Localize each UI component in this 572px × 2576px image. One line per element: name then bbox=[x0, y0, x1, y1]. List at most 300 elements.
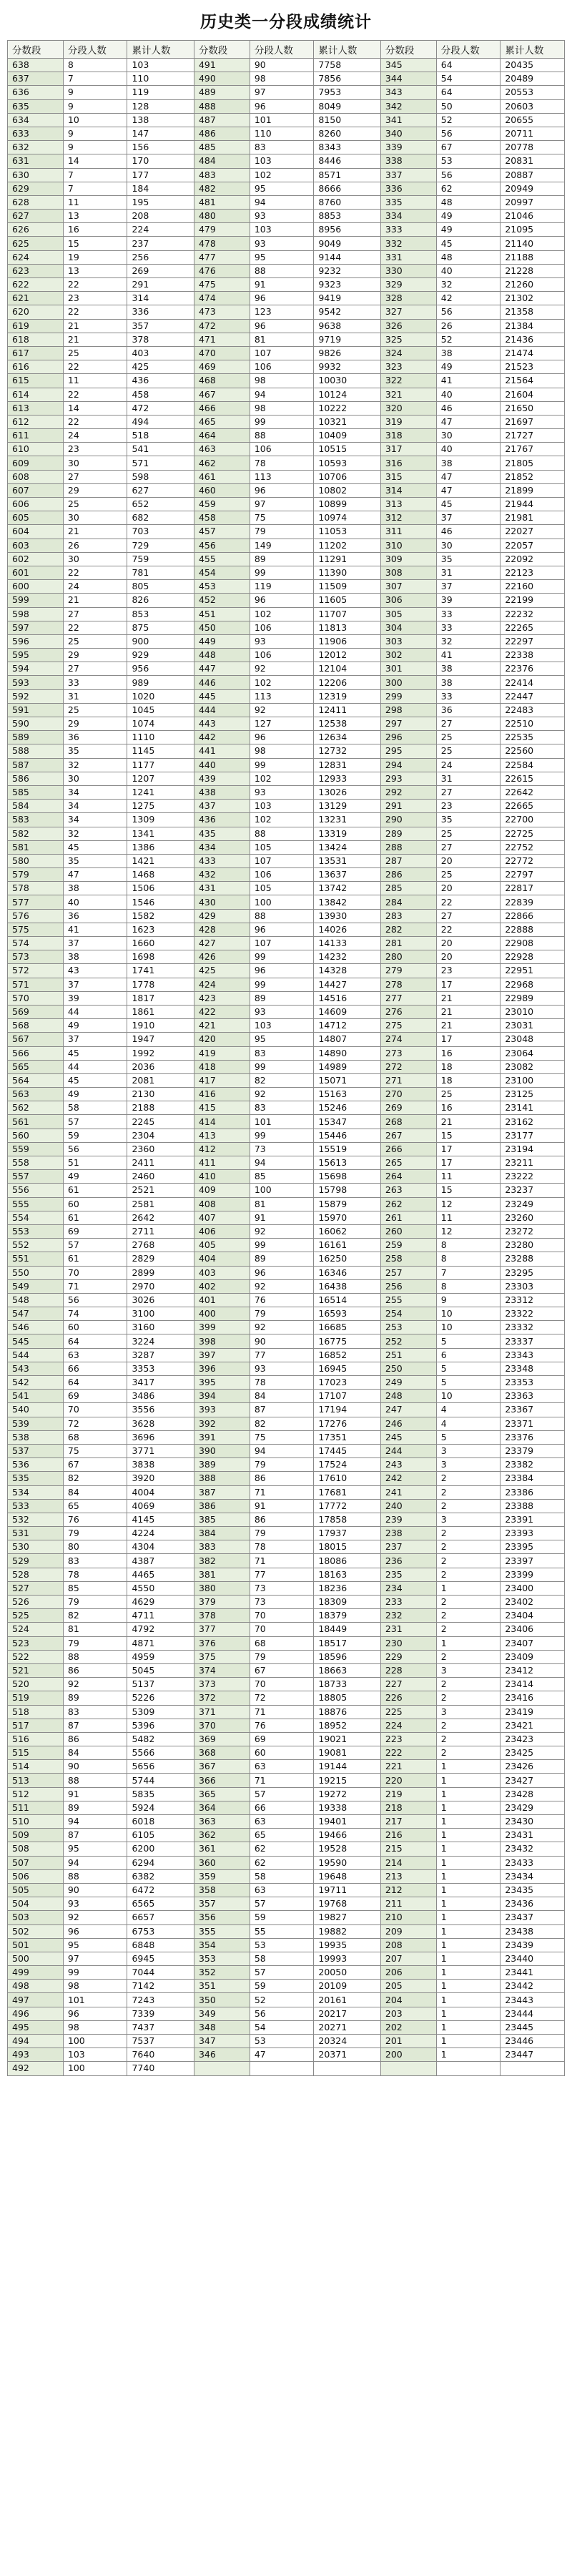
table-cell: 3838 bbox=[127, 1458, 194, 1472]
table-cell: 10 bbox=[436, 1321, 500, 1334]
table-cell: 99 bbox=[250, 758, 314, 772]
table-cell: 4550 bbox=[127, 1581, 194, 1595]
table-cell: 491 bbox=[194, 59, 250, 72]
table-cell: 170 bbox=[127, 154, 194, 168]
table-cell: 443 bbox=[194, 717, 250, 731]
table-cell: 15613 bbox=[314, 1156, 380, 1170]
table-row bbox=[8, 2035, 565, 2048]
table-cell: 23211 bbox=[500, 1156, 565, 1170]
table-cell: 23440 bbox=[500, 1952, 565, 1965]
table-cell: 425 bbox=[127, 360, 194, 374]
table-cell: 23371 bbox=[500, 1417, 565, 1430]
table-cell: 415 bbox=[194, 1101, 250, 1115]
table-cell: 289 bbox=[380, 827, 436, 840]
table-row bbox=[8, 415, 565, 428]
table-cell: 7 bbox=[63, 168, 127, 182]
table-cell: 460 bbox=[194, 483, 250, 497]
table-cell: 101 bbox=[250, 113, 314, 127]
table-cell: 94 bbox=[250, 1156, 314, 1170]
table-cell: 541 bbox=[127, 443, 194, 456]
table-cell: 238 bbox=[380, 1527, 436, 1540]
table-cell: 36 bbox=[63, 731, 127, 744]
table-cell: 358 bbox=[194, 1883, 250, 1897]
table-cell: 56 bbox=[436, 127, 500, 140]
table-cell: 500 bbox=[8, 1952, 64, 1965]
table-cell: 523 bbox=[8, 1636, 64, 1650]
table-cell: 281 bbox=[380, 937, 436, 950]
table-cell: 637 bbox=[8, 72, 64, 86]
table-cell: 226 bbox=[380, 1691, 436, 1705]
table-cell: 18379 bbox=[314, 1609, 380, 1623]
table-cell: 535 bbox=[8, 1472, 64, 1485]
table-cell: 14026 bbox=[314, 923, 380, 936]
table-cell: 23 bbox=[436, 964, 500, 978]
table-cell: 11509 bbox=[314, 580, 380, 594]
table-cell: 2 bbox=[436, 1678, 500, 1691]
table-cell: 2081 bbox=[127, 1073, 194, 1087]
table-cell: 465 bbox=[194, 415, 250, 428]
table-cell: 14989 bbox=[314, 1060, 380, 1073]
table-cell: 23303 bbox=[500, 1279, 565, 1293]
table-cell: 7640 bbox=[127, 2048, 194, 2062]
table-cell: 5045 bbox=[127, 1663, 194, 1677]
table-cell: 23435 bbox=[500, 1883, 565, 1897]
table-cell: 22265 bbox=[500, 621, 565, 634]
table-cell: 47 bbox=[436, 470, 500, 483]
table-cell: 3026 bbox=[127, 1293, 194, 1307]
table-cell: 63 bbox=[250, 1760, 314, 1774]
table-cell: 357 bbox=[194, 1897, 250, 1911]
table-cell: 21604 bbox=[500, 388, 565, 401]
table-cell: 2304 bbox=[127, 1129, 194, 1142]
table-cell: 15246 bbox=[314, 1101, 380, 1115]
table-cell: 18876 bbox=[314, 1705, 380, 1719]
table-cell: 3417 bbox=[127, 1376, 194, 1390]
table-cell: 43 bbox=[63, 964, 127, 978]
table-cell: 23295 bbox=[500, 1266, 565, 1279]
table-cell: 418 bbox=[194, 1060, 250, 1073]
table-cell: 22797 bbox=[500, 868, 565, 882]
table-row bbox=[8, 1005, 565, 1018]
table-cell: 13531 bbox=[314, 854, 380, 867]
table-cell: 458 bbox=[194, 511, 250, 525]
table-row bbox=[8, 1815, 565, 1829]
table-cell: 258 bbox=[380, 1252, 436, 1266]
table-cell: 18805 bbox=[314, 1691, 380, 1705]
table-cell: 99 bbox=[250, 1129, 314, 1142]
table-cell: 79 bbox=[250, 525, 314, 539]
table-cell: 22510 bbox=[500, 717, 565, 731]
table-cell: 128 bbox=[127, 99, 194, 113]
table-cell: 4792 bbox=[127, 1623, 194, 1636]
table-cell: 33 bbox=[63, 676, 127, 689]
table-cell: 956 bbox=[127, 662, 194, 676]
table-cell: 22 bbox=[63, 360, 127, 374]
table-cell: 23249 bbox=[500, 1197, 565, 1211]
table-row bbox=[8, 1527, 565, 1540]
table-cell: 23388 bbox=[500, 1499, 565, 1513]
table-cell: 22027 bbox=[500, 525, 565, 539]
table-cell: 285 bbox=[380, 882, 436, 895]
table-cell: 98 bbox=[63, 1980, 127, 1993]
table-row bbox=[8, 909, 565, 923]
table-cell: 99 bbox=[63, 1966, 127, 1980]
table-cell: 459 bbox=[194, 498, 250, 511]
table-cell: 23446 bbox=[500, 2035, 565, 2048]
table-cell: 95 bbox=[250, 250, 314, 264]
table-cell: 79 bbox=[250, 1527, 314, 1540]
table-cell: 19401 bbox=[314, 1815, 380, 1829]
table-cell: 1 bbox=[436, 1829, 500, 1842]
table-cell: 18015 bbox=[314, 1540, 380, 1554]
table-cell: 1 bbox=[436, 1938, 500, 1952]
table-cell: 425 bbox=[194, 964, 250, 978]
table-cell: 44 bbox=[63, 1005, 127, 1018]
table-cell: 23426 bbox=[500, 1760, 565, 1774]
table-cell: 508 bbox=[8, 1842, 64, 1856]
table-cell: 1275 bbox=[127, 800, 194, 813]
table-cell: 23343 bbox=[500, 1348, 565, 1362]
table-cell: 5924 bbox=[127, 1801, 194, 1814]
table-cell: 71 bbox=[250, 1774, 314, 1787]
table-cell: 88 bbox=[250, 264, 314, 277]
table-cell: 1 bbox=[436, 1911, 500, 1924]
table-cell: 1 bbox=[436, 2020, 500, 2034]
table-cell: 53 bbox=[250, 1938, 314, 1952]
table-cell: 20 bbox=[436, 882, 500, 895]
table-cell: 19 bbox=[63, 250, 127, 264]
table-cell: 67 bbox=[63, 1458, 127, 1472]
table-cell: 402 bbox=[194, 1279, 250, 1293]
table-cell: 3224 bbox=[127, 1334, 194, 1348]
table-cell: 325 bbox=[380, 333, 436, 346]
table-cell: 326 bbox=[380, 319, 436, 333]
table-cell: 23272 bbox=[500, 1224, 565, 1238]
table-cell: 398 bbox=[194, 1334, 250, 1348]
table-cell: 79 bbox=[63, 1527, 127, 1540]
table-cell: 221 bbox=[380, 1760, 436, 1774]
table-cell: 593 bbox=[8, 676, 64, 689]
table-cell: 38 bbox=[436, 676, 500, 689]
table-cell: 1309 bbox=[127, 813, 194, 827]
table-cell: 23402 bbox=[500, 1596, 565, 1609]
table-cell: 7740 bbox=[127, 2062, 194, 2075]
table-cell: 18596 bbox=[314, 1650, 380, 1663]
table-cell: 262 bbox=[380, 1197, 436, 1211]
table-row bbox=[8, 1485, 565, 1499]
table-cell: 21140 bbox=[500, 237, 565, 250]
table-cell: 16593 bbox=[314, 1307, 380, 1321]
table-cell: 225 bbox=[380, 1705, 436, 1719]
table-cell: 59 bbox=[250, 1980, 314, 1993]
table-cell: 10222 bbox=[314, 401, 380, 415]
table-cell: 2899 bbox=[127, 1266, 194, 1279]
table-cell: 82 bbox=[63, 1472, 127, 1485]
table-row bbox=[8, 1348, 565, 1362]
table-cell: 2245 bbox=[127, 1115, 194, 1129]
table-cell: 462 bbox=[194, 456, 250, 470]
table-cell: 23395 bbox=[500, 1540, 565, 1554]
table-cell: 149 bbox=[250, 539, 314, 552]
table-row bbox=[8, 1458, 565, 1472]
table-cell: 27 bbox=[436, 840, 500, 854]
table-cell: 21474 bbox=[500, 346, 565, 360]
table-cell: 313 bbox=[380, 498, 436, 511]
table-cell: 490 bbox=[194, 72, 250, 86]
table-cell: 21523 bbox=[500, 360, 565, 374]
table-cell: 23447 bbox=[500, 2048, 565, 2062]
table-cell: 3696 bbox=[127, 1430, 194, 1444]
table-cell: 64 bbox=[436, 86, 500, 99]
table-cell: 441 bbox=[194, 744, 250, 758]
table-cell: 1778 bbox=[127, 978, 194, 991]
table-cell: 29 bbox=[63, 717, 127, 731]
table-cell: 110 bbox=[250, 127, 314, 140]
table-cell: 577 bbox=[8, 895, 64, 909]
table-cell: 61 bbox=[63, 1252, 127, 1266]
table-cell: 57 bbox=[250, 1897, 314, 1911]
table-cell: 23141 bbox=[500, 1101, 565, 1115]
table-cell: 23100 bbox=[500, 1073, 565, 1087]
table-cell: 16062 bbox=[314, 1224, 380, 1238]
table-row bbox=[8, 964, 565, 978]
table-cell: 65 bbox=[250, 1829, 314, 1842]
table-cell: 314 bbox=[127, 292, 194, 305]
table-cell: 3920 bbox=[127, 1472, 194, 1485]
table-cell: 67 bbox=[436, 141, 500, 154]
table-cell: 80 bbox=[63, 1540, 127, 1554]
table-cell: 384 bbox=[194, 1527, 250, 1540]
table-cell: 25 bbox=[436, 868, 500, 882]
table-cell: 556 bbox=[8, 1184, 64, 1197]
table-cell: 96 bbox=[250, 483, 314, 497]
table-cell: 54 bbox=[436, 72, 500, 86]
table-cell: 439 bbox=[194, 772, 250, 785]
table-cell: 5 bbox=[436, 1430, 500, 1444]
table-cell: 376 bbox=[194, 1636, 250, 1650]
table-cell: 826 bbox=[127, 594, 194, 607]
table-cell: 23399 bbox=[500, 1568, 565, 1581]
table-cell: 19528 bbox=[314, 1842, 380, 1856]
table-cell: 343 bbox=[380, 86, 436, 99]
table-cell: 515 bbox=[8, 1746, 64, 1760]
table-cell: 595 bbox=[8, 649, 64, 662]
table-cell: 1241 bbox=[127, 785, 194, 799]
table-cell: 17937 bbox=[314, 1527, 380, 1540]
table-cell: 286 bbox=[380, 868, 436, 882]
table-cell: 107 bbox=[250, 937, 314, 950]
table-cell: 571 bbox=[8, 978, 64, 991]
table-cell: 79 bbox=[250, 1650, 314, 1663]
table-row bbox=[8, 1581, 565, 1595]
table-cell: 56 bbox=[436, 168, 500, 182]
table-cell: 88 bbox=[250, 909, 314, 923]
table-cell: 388 bbox=[194, 1472, 250, 1485]
table-cell: 55 bbox=[250, 1924, 314, 1938]
table-cell: 623 bbox=[8, 264, 64, 277]
table-cell: 8666 bbox=[314, 182, 380, 195]
table-cell: 47 bbox=[63, 868, 127, 882]
table-cell: 1817 bbox=[127, 991, 194, 1005]
table-cell: 497 bbox=[8, 1993, 64, 2007]
table-cell: 13 bbox=[63, 264, 127, 277]
table-cell: 77 bbox=[250, 1568, 314, 1581]
table-cell: 21 bbox=[436, 991, 500, 1005]
table-cell: 40 bbox=[436, 443, 500, 456]
table-cell: 19144 bbox=[314, 1760, 380, 1774]
table-cell: 23432 bbox=[500, 1842, 565, 1856]
table-cell bbox=[250, 2062, 314, 2075]
table-cell: 1 bbox=[436, 1801, 500, 1814]
table-cell: 10706 bbox=[314, 470, 380, 483]
table-cell: 252 bbox=[380, 1334, 436, 1348]
table-cell: 594 bbox=[8, 662, 64, 676]
table-row bbox=[8, 1856, 565, 1869]
table-cell: 23010 bbox=[500, 1005, 565, 1018]
table-cell: 23332 bbox=[500, 1321, 565, 1334]
table-cell: 20711 bbox=[500, 127, 565, 140]
table-cell: 21228 bbox=[500, 264, 565, 277]
table-cell: 442 bbox=[194, 731, 250, 744]
table-cell: 53 bbox=[250, 2035, 314, 2048]
table-cell: 93 bbox=[250, 1005, 314, 1018]
table-cell: 49 bbox=[63, 1170, 127, 1184]
table-cell: 13424 bbox=[314, 840, 380, 854]
table-cell: 486 bbox=[194, 127, 250, 140]
table-cell: 455 bbox=[194, 552, 250, 566]
table-cell: 450 bbox=[194, 621, 250, 634]
table-cell: 110 bbox=[127, 72, 194, 86]
table-cell: 540 bbox=[8, 1403, 64, 1417]
table-cell: 12 bbox=[436, 1224, 500, 1238]
table-cell: 75 bbox=[250, 511, 314, 525]
table-cell: 929 bbox=[127, 649, 194, 662]
table-cell: 34 bbox=[63, 800, 127, 813]
table-cell: 581 bbox=[8, 840, 64, 854]
table-cell: 575 bbox=[8, 923, 64, 936]
table-cell: 553 bbox=[8, 1224, 64, 1238]
table-cell: 23384 bbox=[500, 1472, 565, 1485]
table-cell: 4 bbox=[436, 1417, 500, 1430]
table-cell: 284 bbox=[380, 895, 436, 909]
table-cell: 900 bbox=[127, 634, 194, 648]
table-cell: 517 bbox=[8, 1719, 64, 1732]
table-cell: 386 bbox=[194, 1499, 250, 1513]
table-cell: 21436 bbox=[500, 333, 565, 346]
table-cell: 22232 bbox=[500, 607, 565, 621]
table-cell: 341 bbox=[380, 113, 436, 127]
table-cell: 21650 bbox=[500, 401, 565, 415]
table-cell: 105 bbox=[250, 840, 314, 854]
table-cell: 489 bbox=[194, 86, 250, 99]
table-cell: 550 bbox=[8, 1266, 64, 1279]
table-cell: 240 bbox=[380, 1499, 436, 1513]
table-cell: 21727 bbox=[500, 429, 565, 443]
table-cell: 23444 bbox=[500, 2007, 565, 2020]
table-cell: 598 bbox=[127, 470, 194, 483]
table-cell: 25 bbox=[63, 498, 127, 511]
table-cell: 50 bbox=[436, 99, 500, 113]
table-cell: 21 bbox=[63, 525, 127, 539]
table-cell: 261 bbox=[380, 1211, 436, 1224]
table-cell: 3 bbox=[436, 1513, 500, 1526]
table-row bbox=[8, 1417, 565, 1430]
table-cell: 84 bbox=[63, 1746, 127, 1760]
table-cell: 59 bbox=[63, 1129, 127, 1142]
table-cell: 1546 bbox=[127, 895, 194, 909]
table-cell: 103 bbox=[63, 2048, 127, 2062]
table-cell: 208 bbox=[380, 1938, 436, 1952]
table-cell: 584 bbox=[8, 800, 64, 813]
table-cell: 3771 bbox=[127, 1444, 194, 1457]
table-cell: 19993 bbox=[314, 1952, 380, 1965]
table-cell: 282 bbox=[380, 923, 436, 936]
table-cell: 86 bbox=[63, 1732, 127, 1746]
table-row bbox=[8, 689, 565, 703]
table-cell: 35 bbox=[63, 744, 127, 758]
table-cell: 37 bbox=[63, 937, 127, 950]
table-cell: 33 bbox=[436, 607, 500, 621]
table-cell: 10 bbox=[63, 113, 127, 127]
table-cell: 609 bbox=[8, 456, 64, 470]
table-cell: 18517 bbox=[314, 1636, 380, 1650]
table-cell: 9542 bbox=[314, 305, 380, 319]
table-cell: 599 bbox=[8, 594, 64, 607]
table-cell: 14516 bbox=[314, 991, 380, 1005]
table-cell: 4 bbox=[436, 1403, 500, 1417]
table-row bbox=[8, 1060, 565, 1073]
table-cell: 92 bbox=[250, 1224, 314, 1238]
table-cell: 277 bbox=[380, 991, 436, 1005]
table-cell: 56 bbox=[436, 305, 500, 319]
table-cell: 510 bbox=[8, 1815, 64, 1829]
table-cell: 103 bbox=[250, 223, 314, 237]
table-row bbox=[8, 1980, 565, 1993]
table-cell: 16775 bbox=[314, 1334, 380, 1348]
table-cell: 536 bbox=[8, 1458, 64, 1472]
table-cell: 210 bbox=[380, 1911, 436, 1924]
table-cell: 98 bbox=[250, 401, 314, 415]
table-row bbox=[8, 1224, 565, 1238]
table-cell: 64 bbox=[63, 1334, 127, 1348]
table-row bbox=[8, 1513, 565, 1526]
table-cell: 518 bbox=[127, 429, 194, 443]
table-cell: 483 bbox=[194, 168, 250, 182]
table-cell: 573 bbox=[8, 950, 64, 964]
table-cell: 93 bbox=[250, 237, 314, 250]
table-cell: 18236 bbox=[314, 1581, 380, 1595]
table-cell: 54 bbox=[250, 2020, 314, 2034]
table-cell: 589 bbox=[8, 731, 64, 744]
table-cell: 3 bbox=[436, 1444, 500, 1457]
table-cell: 98 bbox=[250, 744, 314, 758]
table-cell: 6945 bbox=[127, 1952, 194, 1965]
table-cell: 391 bbox=[194, 1430, 250, 1444]
table-row bbox=[8, 1829, 565, 1842]
table-cell: 23438 bbox=[500, 1924, 565, 1938]
table-cell: 9323 bbox=[314, 278, 380, 292]
table-row bbox=[8, 758, 565, 772]
table-cell: 22123 bbox=[500, 566, 565, 579]
table-cell: 271 bbox=[380, 1073, 436, 1087]
table-row bbox=[8, 1019, 565, 1033]
table-cell: 20949 bbox=[500, 182, 565, 195]
table-cell: 287 bbox=[380, 854, 436, 867]
table-cell: 267 bbox=[380, 1129, 436, 1142]
table-cell: 53 bbox=[436, 154, 500, 168]
table-row bbox=[8, 1897, 565, 1911]
table-cell: 335 bbox=[380, 195, 436, 209]
